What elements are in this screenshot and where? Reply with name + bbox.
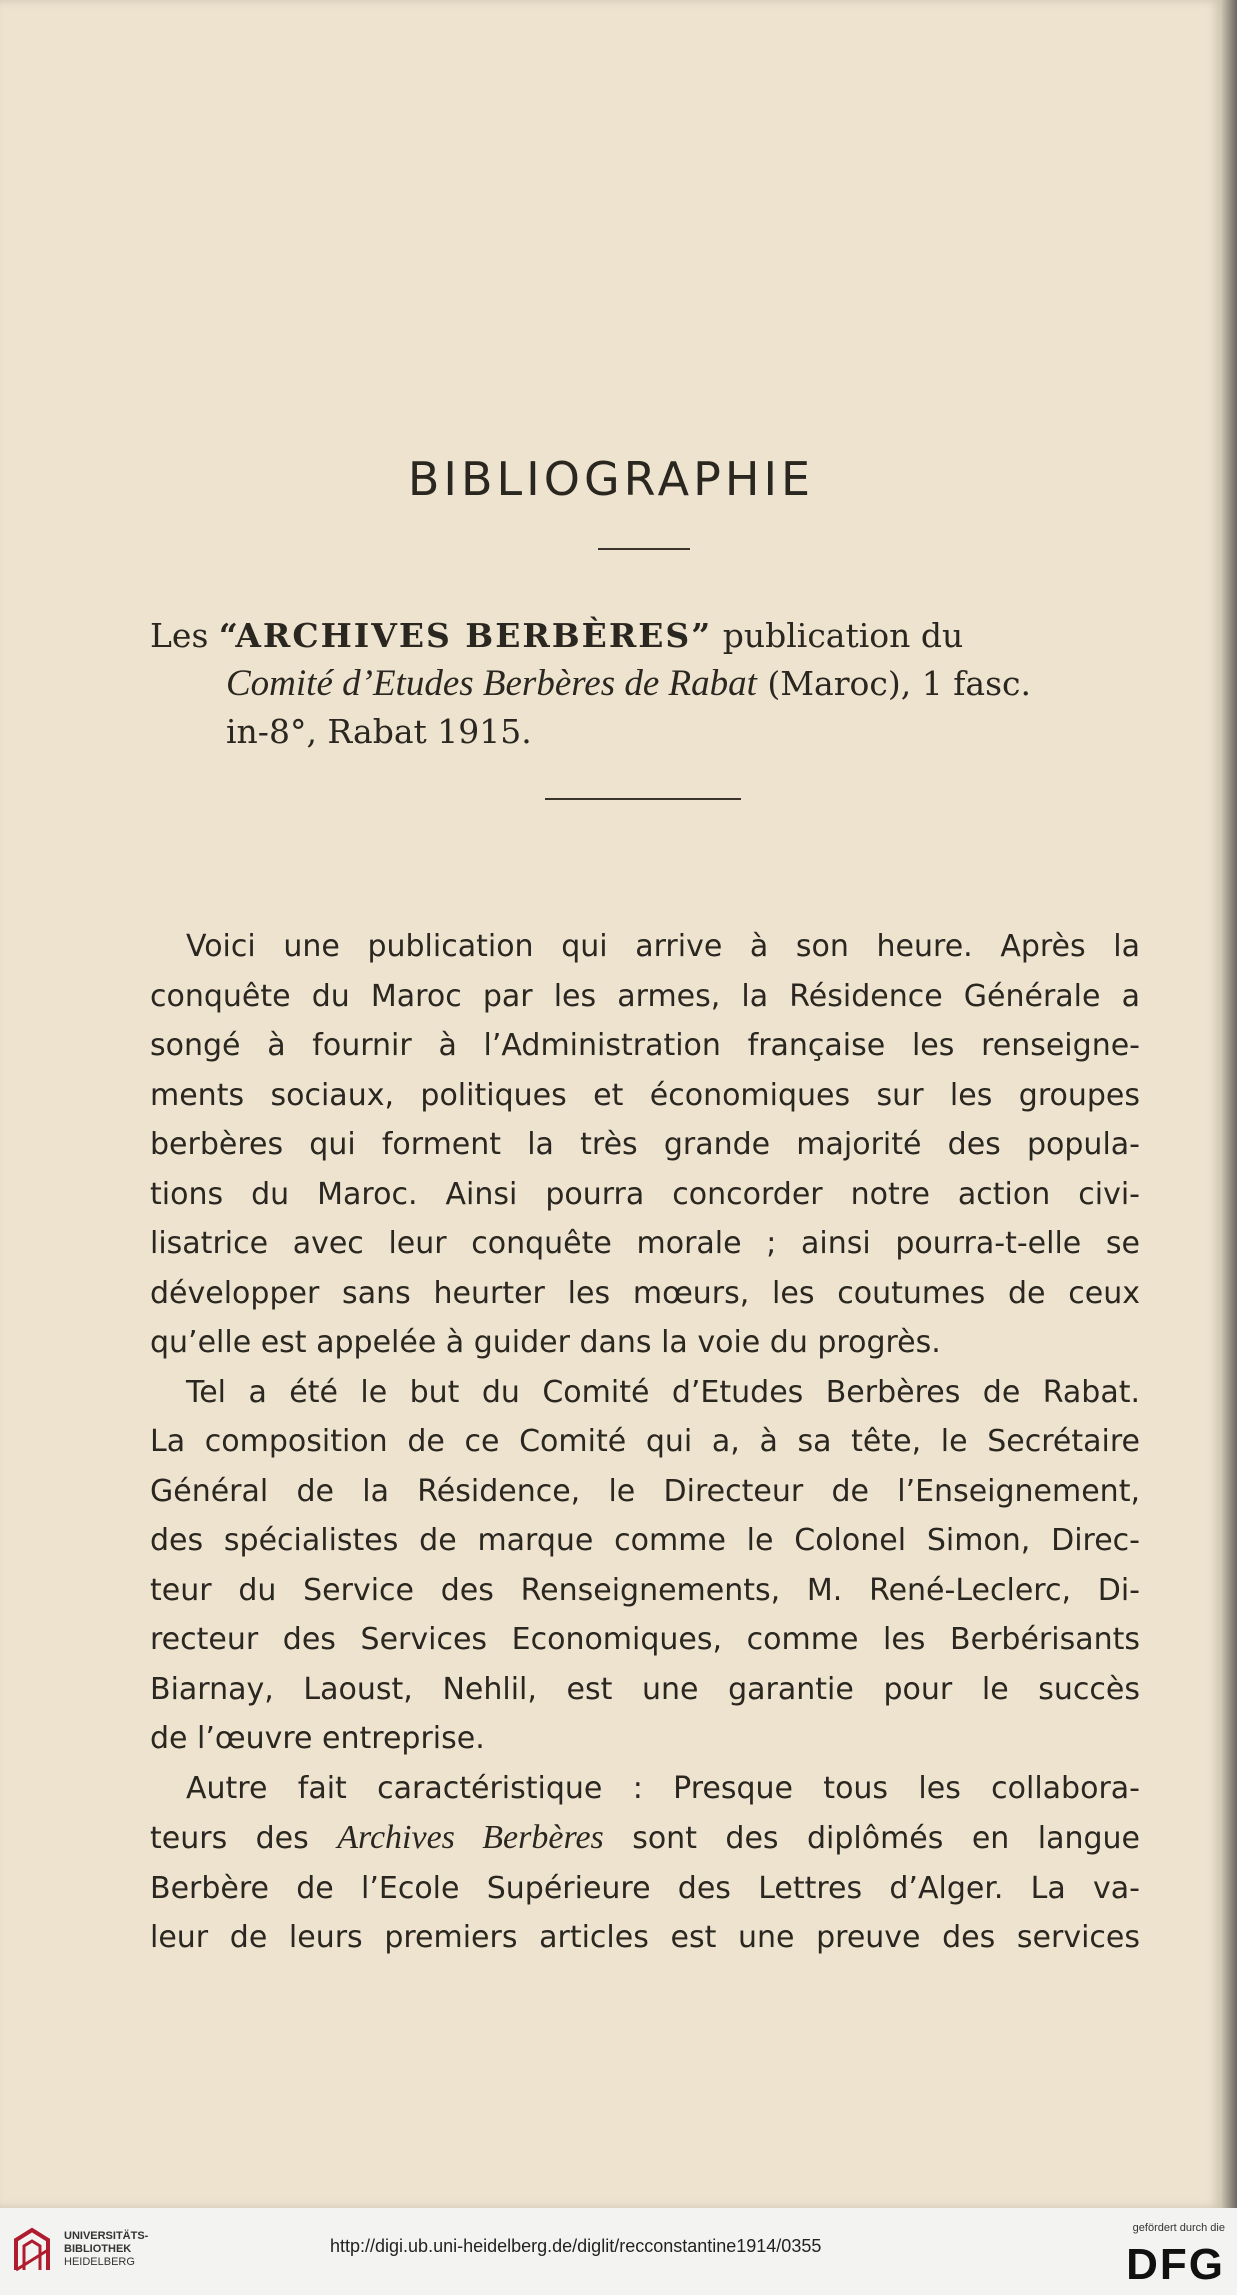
text-line: Voici une publication qui arrive à son heure. Après la	[186, 929, 1140, 964]
entry-prefix: Les	[150, 616, 219, 655]
entry-divider	[545, 798, 741, 800]
journal-title: Archives Berbères	[337, 1819, 604, 1856]
review-text	[150, 922, 1140, 1963]
text-line: conquête du Maroc par les armes, la Résidence Générale a	[150, 978, 1140, 1014]
library-logo-icon	[12, 2226, 52, 2274]
text-line	[150, 1813, 1140, 1864]
text-line: Général de la Résidence, le Directeur de l’Enseignement,	[150, 1473, 1140, 1509]
entry-title: “ARCHIVES BERBÈRES”	[218, 616, 713, 655]
entry-place: (Maroc), 1 fasc.	[756, 664, 1031, 703]
text-line: berbères qui forment la très grande majorité des popula-	[150, 1127, 1140, 1162]
bibliography-entry	[150, 612, 1140, 756]
text-line: ments sociaux, politiques et économiques sur les groupes	[150, 1077, 1140, 1113]
text-line: Autre fait caractéristique : Presque tous les collabora-	[186, 1770, 1140, 1806]
text-fragment: teurs des	[150, 1821, 338, 1856]
library-name	[64, 2230, 148, 2269]
text-line: lisatrice avec leur conquête morale ; ainsi pourra-t-elle se	[150, 1226, 1140, 1261]
page-heading: BIBLIOGRAPHIE	[407, 452, 815, 506]
text-line: qu’elle est appelée à guider dans la voie du progrès.	[150, 1325, 941, 1360]
library-name-line: BIBLIOTHEK	[64, 2243, 132, 2255]
text-line: La composition de ce Comité qui a, à sa tête, le Secrétaire	[150, 1424, 1140, 1459]
text-line: teur du Service des Renseignements, M. René-Leclerc, Di-	[150, 1572, 1140, 1608]
library-name-line: UNIVERSITÄTS-	[64, 2230, 149, 2242]
text-line: Berbère de l’Ecole Supérieure des Lettres d’Alger. La va-	[150, 1870, 1140, 1906]
funding-note: gefördert durch die	[1132, 2222, 1225, 2234]
text-line: développer sans heurter les mœurs, les coutumes de ceux	[150, 1275, 1140, 1311]
entry-suffix: publication du	[712, 616, 964, 655]
text-line: leur de leurs premiers articles est une preuve des services	[150, 1920, 1140, 1955]
heading-divider	[598, 548, 690, 550]
entry-line-3: in-8°, Rabat 1915.	[226, 712, 532, 751]
page-edge	[1222, 0, 1237, 2208]
text-line: Biarnay, Laoust, Nehlil, est une garantie pour le succès	[150, 1671, 1140, 1707]
library-name-line: HEIDELBERG	[64, 2256, 135, 2268]
text-line: tions du Maroc. Ainsi pourra concorder notre action civi-	[150, 1176, 1140, 1212]
text-line: Tel a été le but du Comité d’Etudes Berbères de Rabat.	[186, 1374, 1140, 1410]
text-line: recteur des Services Economiques, comme les Berbérisants	[150, 1622, 1140, 1657]
text-line: des spécialistes de marque comme le Colonel Simon, Direc-	[150, 1523, 1140, 1558]
permalink-url[interactable]: http://digi.ub.uni-heidelberg.de/diglit/recconstantine1914/0355	[330, 2236, 822, 2256]
dfg-logo: DFG	[1126, 2240, 1225, 2289]
text-line: songé à fournir à l’Administration française les renseigne-	[150, 1028, 1140, 1063]
text-fragment: sont des diplômés en langue	[603, 1821, 1140, 1856]
text-line: de l’œuvre entreprise.	[150, 1721, 485, 1756]
entry-publisher: Comité d’Etudes Berbères de Rabat	[226, 663, 757, 704]
entry-line-2	[150, 660, 1140, 708]
footer-bar	[0, 2208, 1237, 2295]
entry-line-1	[150, 612, 1140, 660]
